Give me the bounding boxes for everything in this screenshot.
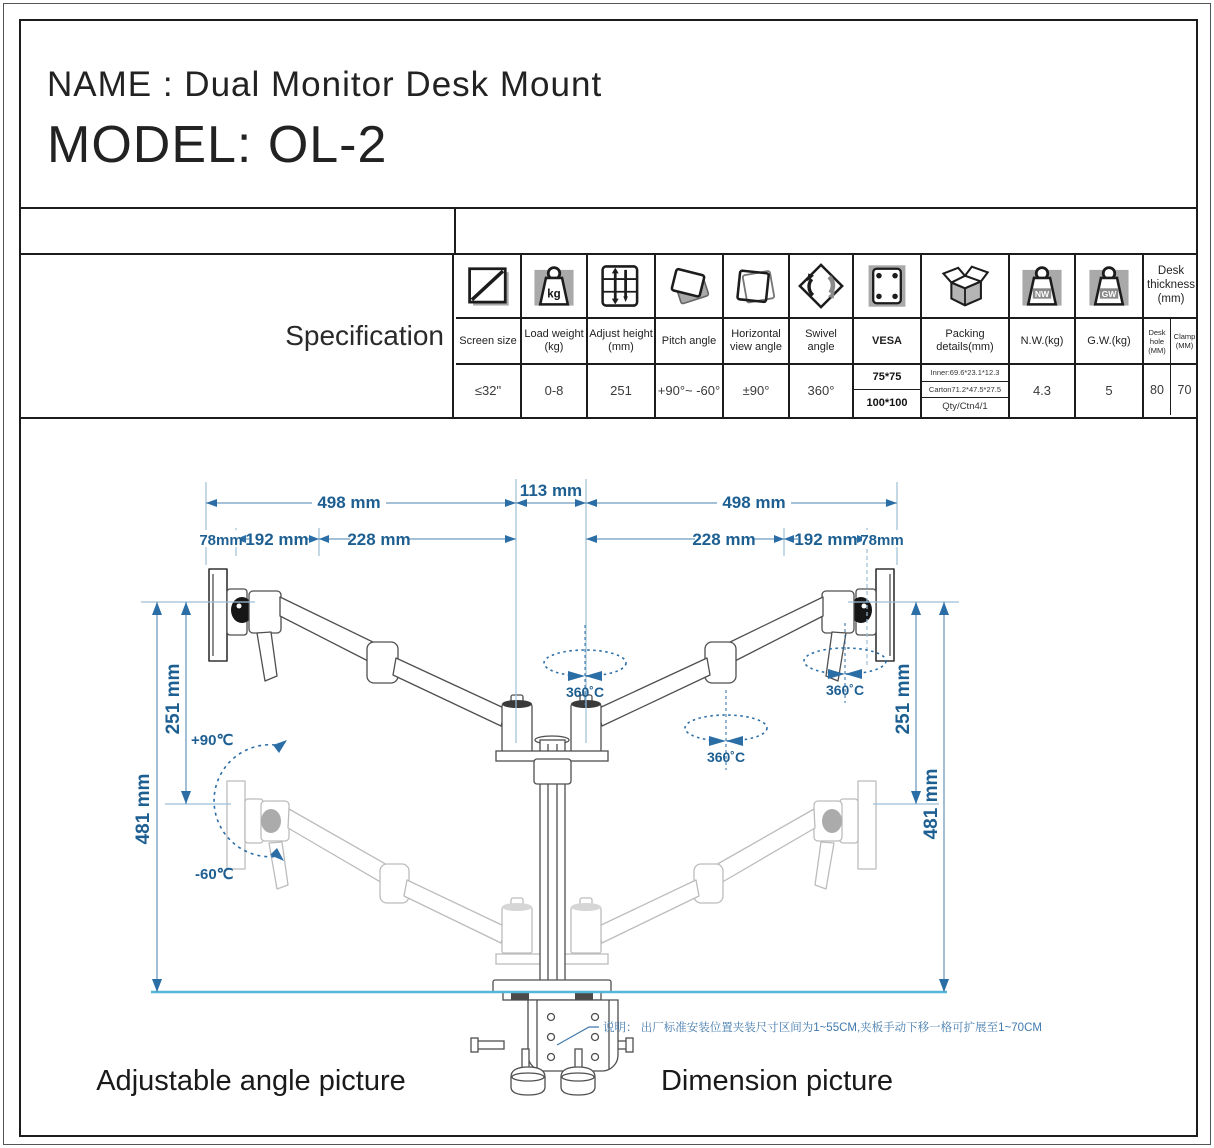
spec-columns [456, 255, 1198, 417]
swivel-label: 360˚C [565, 684, 605, 700]
packing-qty: Qty/Ctn4/1 [942, 400, 988, 412]
col-label: Adjust height (mm) [588, 319, 654, 365]
product-model: MODEL: OL-2 [47, 116, 388, 174]
dimension-drawing [21, 419, 1196, 1133]
spec-table [21, 209, 1196, 419]
desk-hole-label: Desk hole (MM) [1144, 319, 1171, 363]
svg-text:NW: NW [1034, 288, 1050, 299]
dim-left-481: 481 mm [133, 773, 154, 845]
col-label: G.W.(kg) [1076, 319, 1142, 365]
dim-top-left: 498 mm [317, 493, 381, 512]
dim-left-192: 192 mm [245, 530, 309, 549]
col-value: ≤32" [474, 382, 502, 398]
clamp-label: Clamp (MM) [1173, 332, 1196, 350]
col-packing [922, 255, 1010, 417]
screen-size-icon [465, 263, 511, 309]
vesa-plate-icon [864, 263, 910, 309]
svg-text:kg: kg [547, 288, 561, 301]
spec-section-label-cell [21, 255, 454, 417]
dim-right-251: 251 mm [893, 663, 914, 735]
svg-text:GW: GW [1101, 288, 1117, 299]
col-label: Load weight (kg) [522, 319, 586, 365]
spec-section-label: Specification [285, 320, 444, 351]
clamp-value: 70 [1177, 383, 1192, 397]
col-value: 360° [807, 382, 835, 398]
col-desk-thickness [1144, 255, 1198, 417]
pitch-up-label: +90℃ [191, 732, 234, 749]
dim-top-center: 113 mm [519, 481, 583, 500]
dim-right-192: 192 mm [794, 530, 858, 549]
title-block [21, 21, 1196, 209]
adjust-height-icon [598, 263, 644, 309]
packing-carton: Carton71.2*47.5*27.5 [922, 382, 1008, 399]
packing-values [922, 365, 1008, 415]
load-weight-icon [531, 263, 577, 309]
col-horizontal-view [724, 255, 790, 417]
spec-table-top-band [21, 209, 1196, 255]
col-screen-size [456, 255, 522, 417]
col-label: Screen size [456, 319, 520, 365]
inner-border [19, 19, 1198, 1137]
col-label: VESA [854, 319, 920, 365]
dim-left-251: 251 mm [163, 663, 184, 735]
vesa-value-2: 100*100 [866, 396, 908, 409]
desk-clamp [471, 1000, 633, 1095]
swivel-label: 360˚C [825, 682, 865, 698]
packing-box-icon [940, 263, 990, 309]
dim-right-78: 78mm [860, 532, 904, 549]
pitch-angle-icon [666, 263, 712, 309]
col-label: Horizontal view angle [724, 319, 788, 365]
swivel-symbol-left [544, 625, 626, 705]
col-label: Packing details(mm) [922, 319, 1008, 365]
dim-right-481: 481 mm [921, 768, 942, 840]
gross-weight-icon [1086, 263, 1132, 309]
col-net-weight [1010, 255, 1076, 417]
col-vesa [854, 255, 922, 417]
caption-dimension: Dimension picture [660, 1065, 894, 1097]
net-weight-icon [1019, 263, 1065, 309]
dimension-labels [133, 481, 942, 844]
col-gross-weight [1076, 255, 1144, 417]
mount-solid-position [209, 569, 894, 1000]
packing-inner: Inner:69.6*23.1*12.3 [922, 365, 1008, 382]
note-text: 说明： 出厂标准安装位置夹装尺寸区间为1~55CM,夹板手动下移一格可扩展至1~70CM [603, 1022, 1042, 1034]
dim-top-right: 498 mm [722, 493, 786, 512]
col-adjust-height [588, 255, 656, 417]
col-label: Swivel angle [790, 319, 852, 365]
spec-band-divider [454, 209, 456, 253]
col-label: Pitch angle [656, 319, 722, 365]
product-name: NAME : Dual Monitor Desk Mount [47, 65, 603, 104]
swivel-angle-icon [798, 263, 844, 309]
col-value: ±90° [742, 382, 770, 398]
vesa-values [854, 365, 920, 415]
col-pitch-angle [656, 255, 724, 417]
desk-hole-value: 80 [1144, 365, 1171, 415]
horizontal-view-icon [733, 263, 779, 309]
desk-thickness-header: Desk thickness (mm) [1144, 255, 1198, 319]
swivel-symbol-center [685, 690, 767, 770]
dim-left-78: 78mm [199, 532, 243, 549]
swivel-label: 360˚C [706, 749, 746, 765]
col-value: 0-8 [544, 382, 564, 398]
col-value: 251 [610, 382, 632, 398]
col-value: 5 [1105, 382, 1113, 398]
pitch-down-label: -60℃ [195, 866, 234, 883]
col-load-weight [522, 255, 588, 417]
col-value: +90°~ -60° [657, 382, 721, 398]
col-value: 4.3 [1032, 382, 1052, 398]
dim-left-228: 228 mm [347, 530, 411, 549]
vesa-value-1: 75*75 [854, 365, 920, 390]
dim-right-228: 228 mm [692, 530, 756, 549]
col-swivel-angle [790, 255, 854, 417]
caption-adjustable-angle: Adjustable angle picture [96, 1065, 406, 1097]
col-label: N.W.(kg) [1010, 319, 1074, 365]
